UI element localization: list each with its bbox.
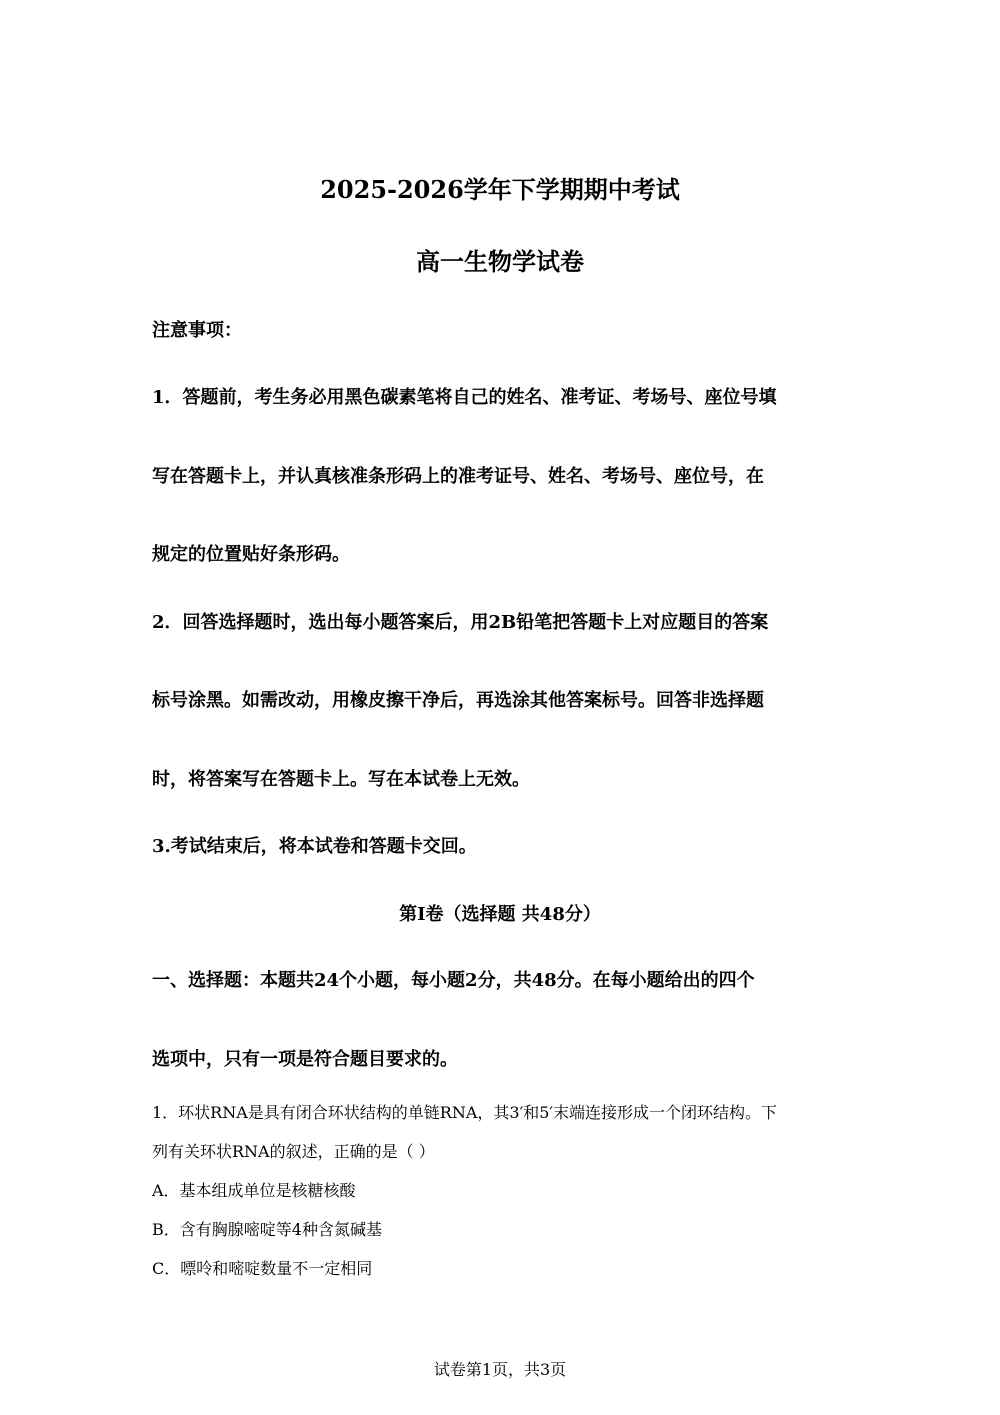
volume-title: 第I卷（选择题 共48分） bbox=[399, 904, 601, 925]
part-heading-line-2: 选项中，只有一项是符合题目要求的。 bbox=[152, 1049, 458, 1070]
question-1-stem-line-1: 1．环状RNA是具有闭合环状结构的单链RNA，其3′和5′末端连接形成一个闭环结构。下 bbox=[152, 1103, 778, 1122]
notice-item-3: 3.考试结束后，将本试卷和答题卡交回。 bbox=[152, 836, 477, 857]
notice-item-1-line-2: 写在答题卡上，并认真核准条形码上的准考证号、姓名、考场号、座位号，在 bbox=[152, 466, 764, 487]
notice-item-2-line-1: 2．回答选择题时，选出每小题答案后，用2B铅笔把答题卡上对应题目的答案 bbox=[152, 612, 769, 633]
notice-item-1-line-1: 1．答题前，考生务必用黑色碳素笔将自己的姓名、准考证、考场号、座位号填 bbox=[152, 387, 777, 408]
question-1-option-a: A．基本组成单位是核糖核酸 bbox=[152, 1181, 356, 1200]
question-1-option-b: B．含有胸腺嘧啶等4种含氮碱基 bbox=[152, 1220, 382, 1239]
part-heading-line-1: 一、选择题：本题共24个小题，每小题2分，共48分。在每小题给出的四个 bbox=[152, 970, 755, 991]
notice-item-1-line-3: 规定的位置贴好条形码。 bbox=[152, 544, 350, 565]
notice-item-2-line-3: 时，将答案写在答题卡上。写在本试卷上无效。 bbox=[152, 769, 530, 790]
exam-subject-title: 高一生物学试卷 bbox=[416, 247, 584, 276]
notice-heading: 注意事项： bbox=[152, 320, 242, 341]
notice-item-2-line-2: 标号涂黑。如需改动，用橡皮擦干净后，再选涂其他答案标号。回答非选择题 bbox=[152, 690, 764, 711]
exam-title: 2025-2026学年下学期期中考试 bbox=[320, 175, 680, 204]
page-footer: 试卷第1页，共3页 bbox=[433, 1360, 567, 1379]
question-1-option-c: C．嘌呤和嘧啶数量不一定相同 bbox=[152, 1259, 373, 1278]
question-1-stem-line-2: 列有关环状RNA的叙述，正确的是（ ） bbox=[152, 1142, 435, 1161]
